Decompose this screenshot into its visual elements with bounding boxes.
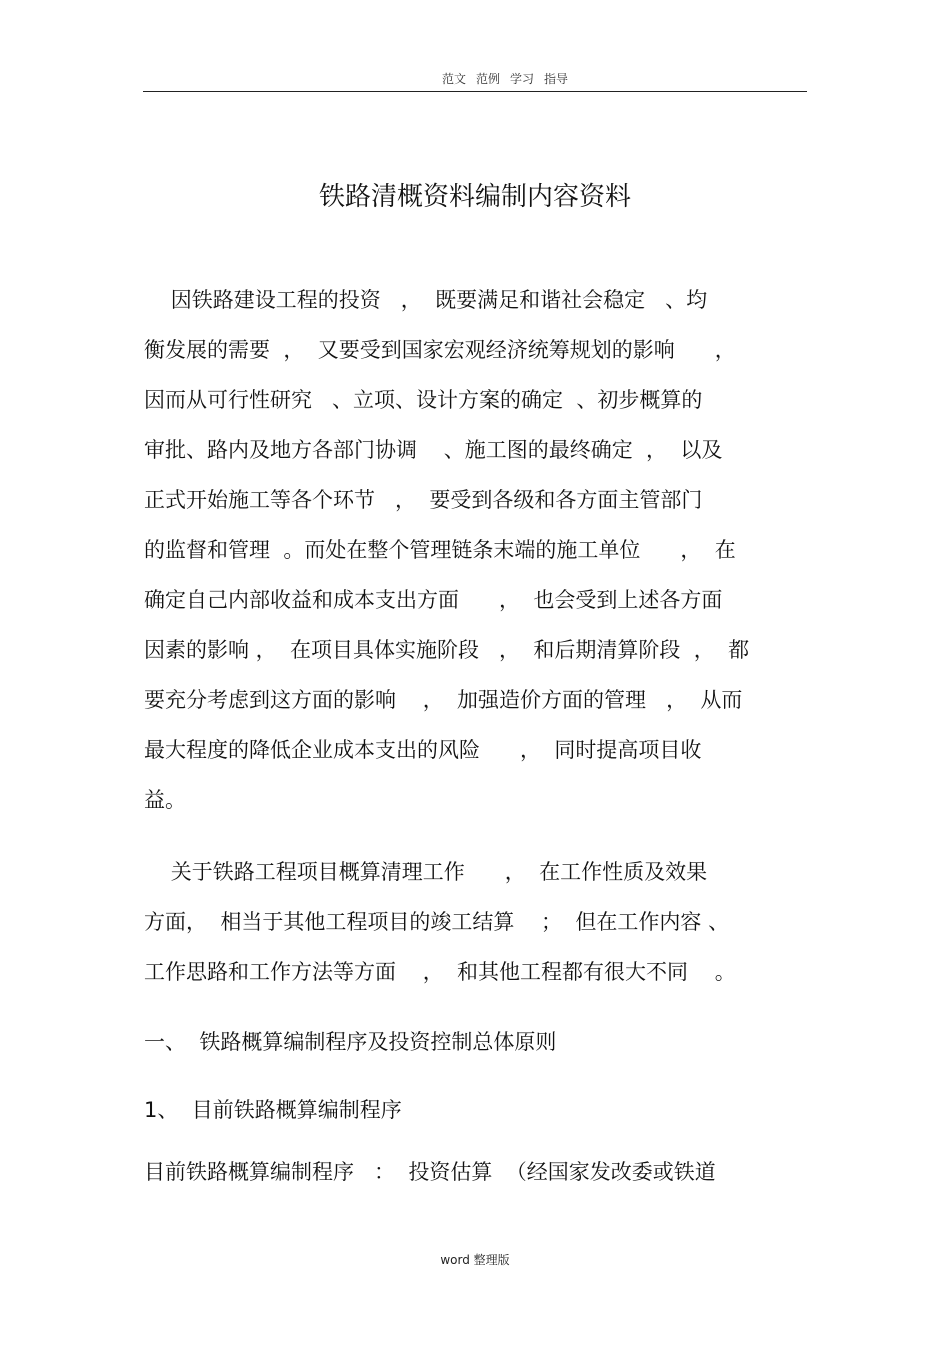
header-item-fanli: 范例 — [475, 72, 500, 86]
body-line: 关于铁路工程项目概算清理工作 ， 在工作性质及效果 — [144, 860, 708, 884]
section-heading: 一、 铁路概算编制程序及投资控制总体原则 — [144, 1030, 557, 1054]
body-line: 益。 — [144, 788, 186, 812]
header-item-fanwen: 范文 — [441, 72, 466, 86]
header-divider — [143, 91, 807, 92]
body-line: 衡发展的需要 ， 又要受到国家宏观经济统筹规划的影响 ， — [144, 338, 736, 362]
body-line: 因而从可行性研究 、立项、设计方案的确定 、初步概算的 — [144, 388, 703, 412]
page-header — [0, 70, 950, 87]
body-line: 因素的影响 ， 在项目具体实施阶段 ， 和后期清算阶段 ， 都 — [144, 638, 750, 662]
body-line: 因铁路建设工程的投资 ， 既要满足和谐社会稳定 、均 — [144, 288, 708, 312]
body-line: 最大程度的降低企业成本支出的风险 ， 同时提高项目收 — [144, 738, 702, 762]
body-line: 方面， 相当于其他工程项目的竣工结算 ； 但在工作内容 、 — [144, 910, 730, 934]
body-line: 正式开始施工等各个环节 ， 要受到各级和各方面主管部门 — [144, 488, 703, 512]
page-footer: word 整理版 — [440, 1253, 510, 1267]
body-line: 要充分考虑到这方面的影响 ， 加强造价方面的管理 ， 从而 — [144, 688, 743, 712]
body-line: 工作思路和工作方法等方面 ， 和其他工程都有很大不同 。 — [144, 960, 736, 984]
body-line: 目前铁路概算编制程序 ： 投资估算 （经国家发改委或铁道 — [144, 1160, 716, 1184]
body-line: 确定自己内部收益和成本支出方面 ， 也会受到上述各方面 — [144, 588, 723, 612]
subsection-heading: 1、 目前铁路概算编制程序 — [144, 1098, 402, 1122]
body-line: 审批、路内及地方各部门协调 、施工图的最终确定 ， 以及 — [144, 438, 723, 462]
header-item-zhidao: 指导 — [544, 72, 569, 86]
header-item-xuexi: 学习 — [510, 72, 535, 86]
body-line: 的监督和管理 。而处在整个管理链条末端的施工单位 ， 在 — [144, 538, 736, 562]
document-title: 铁路清概资料编制内容资料 — [318, 182, 631, 212]
